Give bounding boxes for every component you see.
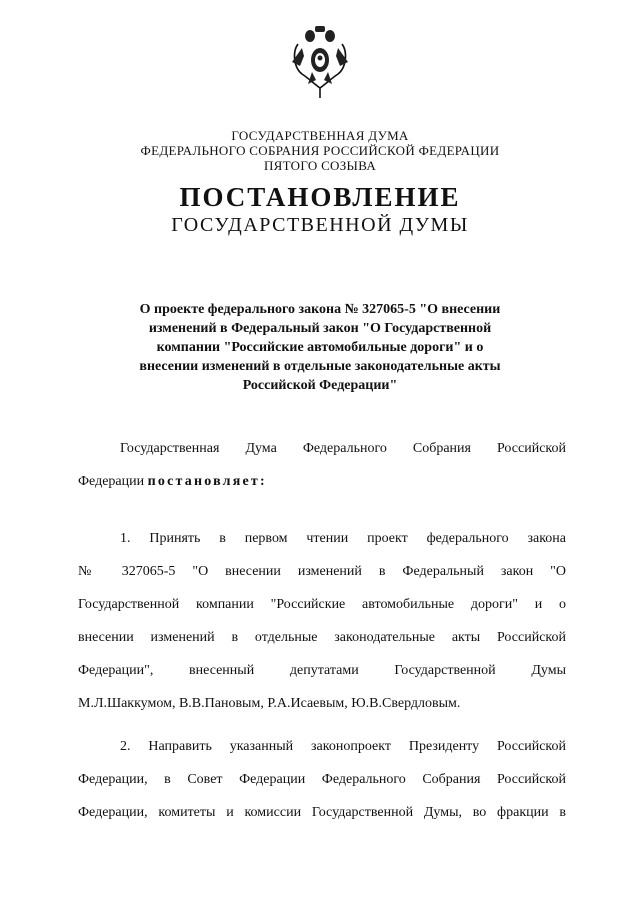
item-2-line: Федерации, комитеты и комиссии Государственной Думы, во фракции в: [78, 805, 566, 820]
preamble-line: Государственная Дума Федерального Собрания Российской: [120, 441, 566, 456]
item-1-line: внесении изменений в отдельные законодательные акты Российской: [78, 630, 566, 645]
state-emblem-icon: [288, 22, 352, 102]
header-line-assembly: ФЕДЕРАЛЬНОГО СОБРАНИЯ РОССИЙСКОЙ ФЕДЕРАЦИИ: [140, 143, 500, 158]
subject-line: компании "Российские автомобильные дороги" и о: [156, 340, 484, 355]
header-block: [0, 128, 640, 173]
title-main: ПОСТАНОВЛЕНИЕ: [179, 182, 461, 212]
preamble: [78, 432, 566, 498]
header-line-convocation: ПЯТОГО СОЗЫВА: [263, 158, 377, 173]
item-1-line: 1. Принять в первом чтении проект федерального закона: [120, 531, 566, 546]
preamble-start: Федерации: [78, 474, 145, 489]
item-1: [78, 522, 566, 720]
item-2-line: 2. Направить указанный законопроект Президенту Российской: [120, 739, 566, 754]
header-line-duma: ГОСУДАРСТВЕННАЯ ДУМА: [231, 128, 409, 143]
item-1-line: Государственной компании "Российские автомобильные дороги" и о: [78, 597, 566, 612]
item-1-line: Федерации", внесенный депутатами Государственной Думы: [78, 663, 566, 678]
item-2: [78, 730, 566, 829]
item-1-line: № 327065-5 "О внесении изменений в Федеральный закон "О: [78, 564, 566, 579]
title-sub: ГОСУДАРСТВЕННОЙ ДУМЫ: [171, 214, 469, 236]
subject-line: О проекте федерального закона № 327065-5 "О внесении: [139, 302, 501, 317]
subject-line: внесении изменений в отдельные законодательные акты: [139, 359, 501, 374]
subject-line: изменений в Федеральный закон "О Государственной: [148, 321, 492, 336]
preamble-line: [78, 465, 566, 498]
item-2-line: Федерации, в Совет Федерации Федерального Собрания Российской: [78, 772, 566, 787]
subject-line: Российской Федерации": [242, 378, 398, 393]
document-title: [0, 182, 640, 238]
subject-block: [110, 300, 530, 395]
decree-word: постановляет:: [147, 474, 267, 489]
item-1-line: М.Л.Шаккумом, В.В.Пановым, Р.А.Исаевым, Ю.В.Свердловым.: [78, 696, 461, 711]
